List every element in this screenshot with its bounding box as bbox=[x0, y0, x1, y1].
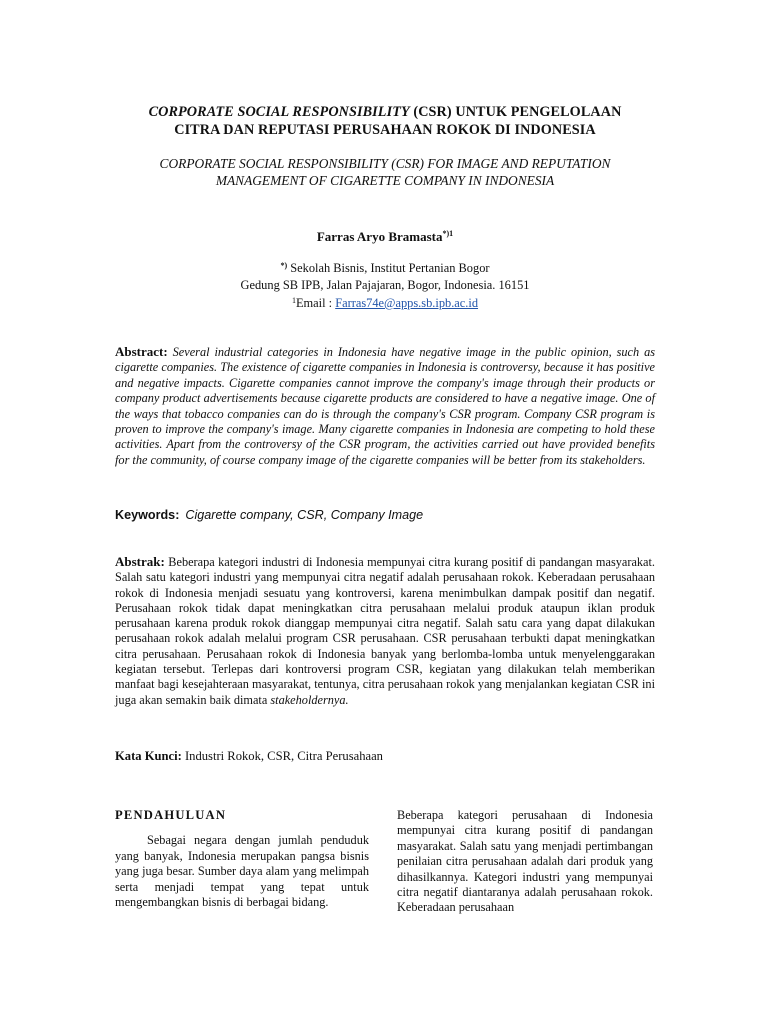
keywords-id-value: Industri Rokok, CSR, Citra Perusahaan bbox=[181, 749, 383, 763]
intro-left-paragraph: Sebagai negara dengan jumlah penduduk yang banyak, Indonesia merupakan pangsa bisnis yang juga besar. Sumber daya alam yang melimpah serta menjadi tempat yang tepat untuk mengembangkan bisnis di berbagai bidang. bbox=[115, 833, 369, 910]
keywords-en-label: Keywords: bbox=[115, 508, 180, 522]
title-line1-rest: (CSR) UNTUK PENGELOLAAN bbox=[409, 104, 622, 120]
affiliation bbox=[115, 258, 655, 312]
title-line2: CITRA DAN REPUTASI PERUSAHAAN ROKOK DI INDONESIA bbox=[174, 122, 596, 138]
email-mark: 1 bbox=[291, 296, 296, 305]
paper-title-indonesian bbox=[115, 103, 655, 139]
intro-right-paragraph: Beberapa kategori perusahaan di Indonesia mempunyai citra kurang positif di pandangan masyarakat. Salah satu yang menjadi pertimbangan penilaian citra perusahaan adalah dari produk yang dihasilkannya. Kategori industri yang mempunyai citra negatif diantaranya adalah perusahaan rokok. Keberadaan perusahaan bbox=[397, 808, 653, 915]
title-en-line2: MANAGEMENT OF CIGARETTE COMPANY IN INDONESIA bbox=[215, 173, 555, 188]
author-name bbox=[115, 229, 655, 245]
author-name-text: Farras Aryo Bramasta bbox=[316, 229, 443, 244]
abstract-english bbox=[115, 344, 655, 468]
keywords-indonesian bbox=[115, 749, 655, 764]
email-label: Email : bbox=[295, 296, 336, 310]
keywords-en-value: Cigarette company, CSR, Company Image bbox=[185, 508, 424, 522]
abstract-id-italic-tail: stakeholdernya. bbox=[270, 692, 349, 707]
email-link[interactable]: Farras74e@apps.sb.ipb.ac.id bbox=[335, 296, 479, 310]
affiliation-address: Gedung SB IPB, Jalan Pajajaran, Bogor, Indonesia. 16151 bbox=[240, 277, 530, 292]
affiliation-email-line bbox=[115, 293, 655, 312]
author-mark: *)1 bbox=[442, 229, 454, 238]
abstract-en-text: Several industrial categories in Indonesia have negative image in the public opinion, such as cigarette companies. The existence of cigarette companies in Indonesia is controversy, because it has positive and negative impacts. Cigarette companies cannot improve the company's image through their products or company product advertisements because cigarette products are considered to have a negative image. One of the ways that tobacco companies can do is through the company's CSR program. Company CSR program is proven to improve the company's image. Many cigarette companies in Indonesia are competing to hold these activities. Apart from the controversy of the CSR program, the activities carried out have provided benefits for the community, of course company image of the cigarette companies will be better from its stakeholders. bbox=[115, 345, 656, 467]
keywords-english bbox=[115, 507, 655, 523]
abstract-en-label: Abstract: bbox=[115, 344, 168, 359]
abstract-indonesian bbox=[115, 554, 655, 708]
title-en-line1: CORPORATE SOCIAL RESPONSIBILITY (CSR) FOR IMAGE AND REPUTATION bbox=[159, 156, 611, 171]
abstract-id-label: Abstrak: bbox=[115, 554, 165, 569]
title-italic-part: CORPORATE SOCIAL RESPONSIBILITY bbox=[148, 104, 410, 120]
affiliation-line1 bbox=[115, 258, 655, 277]
section-heading-pendahuluan: PENDAHULUAN bbox=[115, 808, 227, 822]
paper-title-english bbox=[115, 155, 655, 189]
intro-left-column bbox=[115, 808, 369, 910]
affiliation-mark: *) bbox=[280, 261, 288, 270]
keywords-id-label: Kata Kunci: bbox=[115, 749, 182, 763]
abstract-id-text: Beberapa kategori industri di Indonesia mempunyai citra kurang positif di pandangan masyarakat. Salah satu kategori industri yang mempunyai citra negatif adalah perusahaan rokok. Keberadaan perusahaan rokok di Indonesia menjadi sesuatu yang kontroversi, karena menimbulkan dampak positif dan negatif. Perusahaan rokok tidak dapat meningkatkan citra perusahaan melalui produk ataupun iklan produk perusahaan karena produk rokok dianggap mempunyai citra negatif. Salah satu cara yang dapat dilakukan perusahaan rokok adalah melalui program CSR perusahaan. CSR perusahaan terbukti dapat meningkatkan citra perusahaan. Perusahaan rokok di Indonesia banyak yang berlomba-lomba untuk menyelenggarakan kegiatan tersebut. Terlepas dari kontroversi program CSR, kegiatan yang dilakukan telah memberikan manfaat bagi kesejahteraan masyarakat, tentunya, citra perusahaan rokok yang menjalankan kegiatan CSR ini juga akan semakin baik dimata bbox=[115, 555, 655, 707]
affiliation-institution: Sekolah Bisnis, Institut Pertanian Bogor bbox=[287, 261, 490, 275]
intro-right-column bbox=[397, 808, 653, 916]
